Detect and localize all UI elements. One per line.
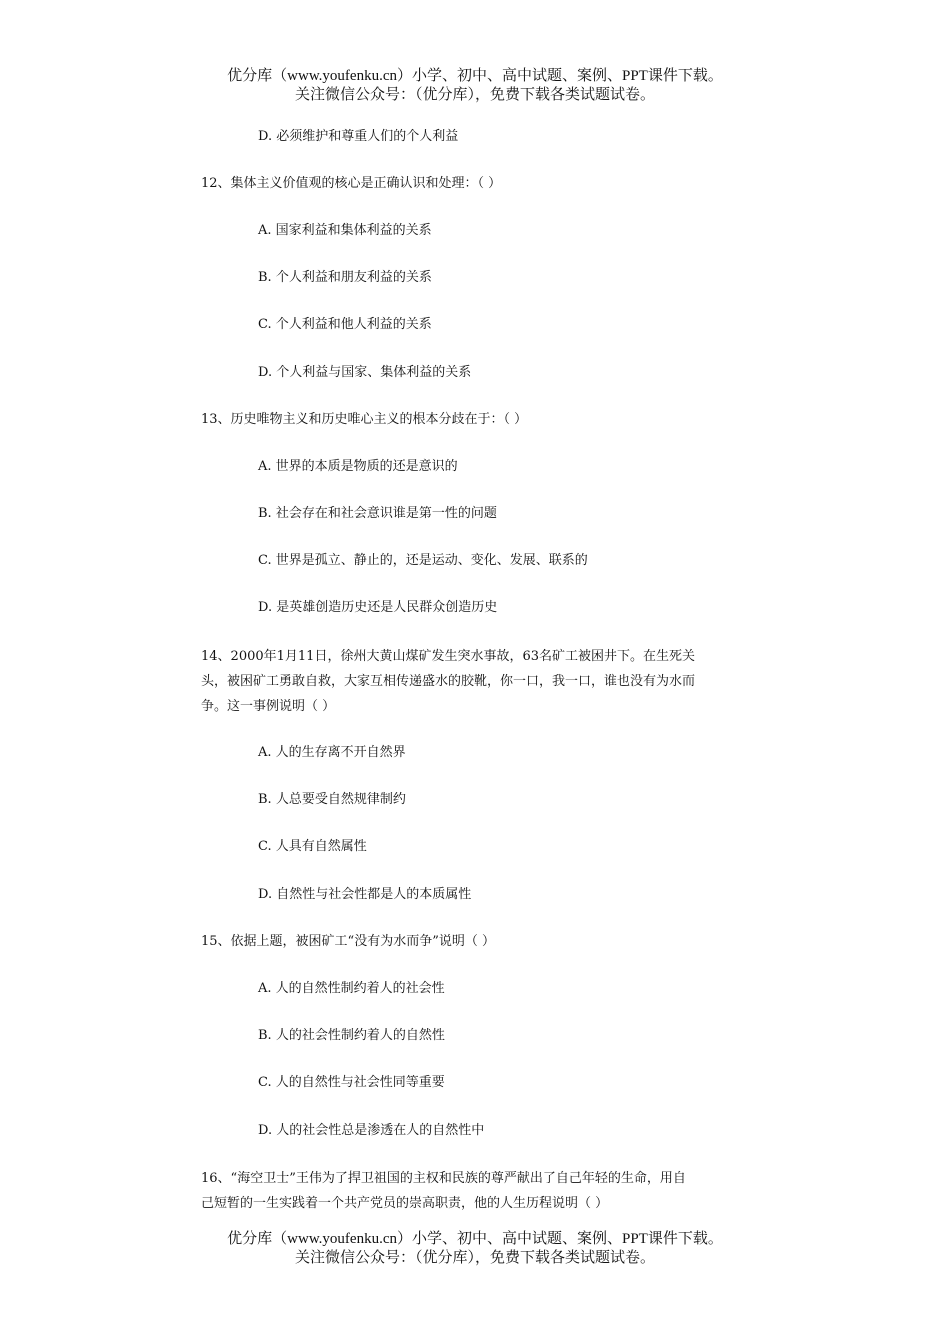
question-15-option-d: D. 人的社会性总是渗透在人的自然性中 [258, 1123, 485, 1138]
page-footer [0, 1230, 950, 1268]
header-line-2: 关注微信公众号：（优分库），免费下载各类试题试卷。 [294, 87, 655, 103]
question-15-option-b: B. 人的社会性制约着人的自然性 [258, 1028, 445, 1043]
question-15-stem [201, 929, 753, 954]
question-15-option-a: A. 人的自然性制约着人的社会性 [258, 981, 445, 996]
question-14-stem-line: 14、2000年1月11日，徐州大黄山煤矿发生突水事故，63名矿工被困井下。在生死关 [201, 649, 695, 664]
footer-line-1: 优分库（www.youfenku.cn）小学、初中、高中试题、案例、PPT课件下载。 [227, 1231, 723, 1247]
question-13-stem [201, 407, 753, 432]
question-12-stem [201, 171, 753, 196]
question-12-option-b: B. 个人利益和朋友利益的关系 [258, 270, 432, 285]
question-15-stem-line: 15、依据上题，被困矿工“没有为水而争”说明（ ） [201, 934, 495, 949]
question-13-option-b: B. 社会存在和社会意识谁是第一性的问题 [258, 506, 497, 521]
question-16-stem-line: 16、“海空卫士”王伟为了捍卫祖国的主权和民族的尊严献出了自己年轻的生命，用自 [201, 1171, 686, 1186]
question-12-option-c: C. 个人利益和他人利益的关系 [258, 317, 432, 332]
question-12-stem-line: 12、集体主义价值观的核心是正确认识和处理：（ ） [201, 176, 502, 191]
question-12-option-d: D. 个人利益与国家、集体利益的关系 [258, 365, 472, 380]
question-14-option-c: C. 人具有自然属性 [258, 839, 367, 854]
page-header [0, 67, 950, 105]
question-15-option-c: C. 人的自然性与社会性同等重要 [258, 1075, 445, 1090]
header-line-1: 优分库（www.youfenku.cn）小学、初中、高中试题、案例、PPT课件下载。 [227, 68, 723, 84]
question-13-option-a: A. 世界的本质是物质的还是意识的 [258, 459, 458, 474]
question-13-option-d: D. 是英雄创造历史还是人民群众创造历史 [258, 600, 498, 615]
question-14-option-a: A. 人的生存离不开自然界 [258, 745, 406, 760]
question-14-stem-line: 争。这一事例说明（ ） [201, 699, 336, 714]
question-14-option-b: B. 人总要受自然规律制约 [258, 792, 406, 807]
question-14-option-d: D. 自然性与社会性都是人的本质属性 [258, 887, 472, 902]
question-16-stem [201, 1166, 753, 1216]
question-13-option-c: C. 世界是孤立、静止的，还是运动、变化、发展、联系的 [258, 553, 588, 568]
question-13-stem-line: 13、历史唯物主义和历史唯心主义的根本分歧在于：（ ） [201, 412, 528, 427]
question-14-stem-line: 头，被困矿工勇敢自救，大家互相传递盛水的胶靴，你一口，我一口，谁也没有为水而 [201, 674, 696, 689]
question-12-option-a: A. 国家利益和集体利益的关系 [258, 223, 432, 238]
footer-line-2: 关注微信公众号：（优分库），免费下载各类试题试卷。 [294, 1250, 655, 1266]
question-16-stem-line: 己短暂的一生实践着一个共产党员的崇高职责，他的人生历程说明（ ） [201, 1196, 609, 1211]
carryover-option-d: D. 必须维护和尊重人们的个人利益 [258, 129, 459, 144]
question-14-stem [201, 644, 753, 719]
